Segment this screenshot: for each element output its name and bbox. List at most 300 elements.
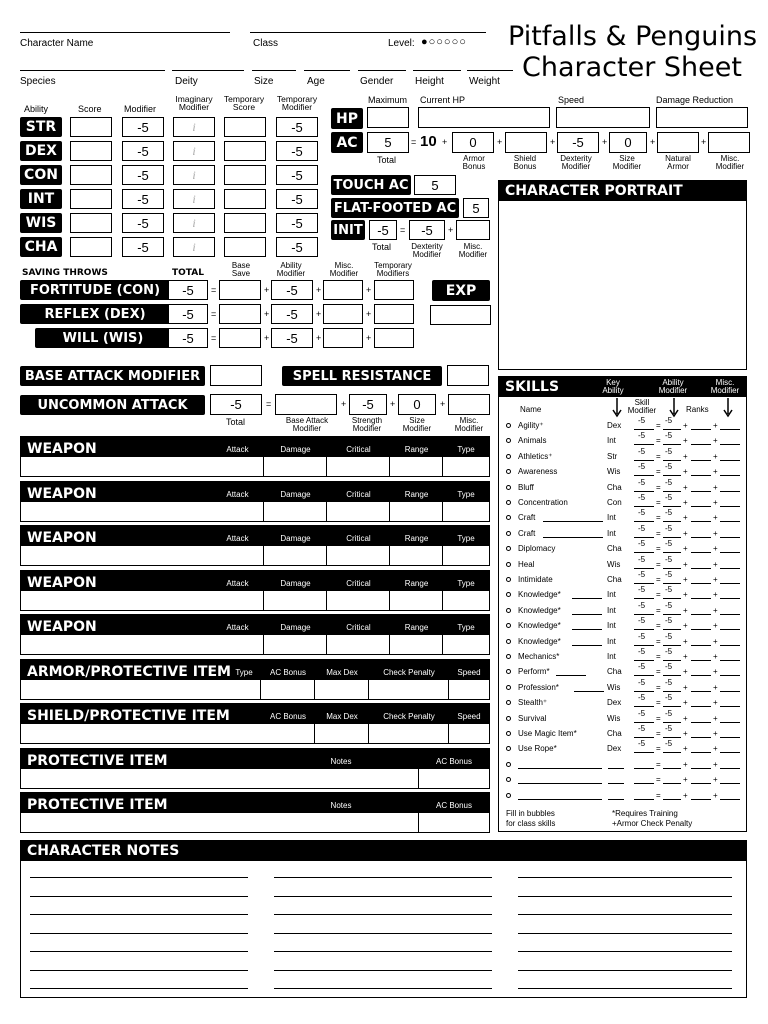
save-temp-1[interactable] [374, 304, 414, 324]
skill-class-bubble[interactable] [506, 469, 511, 474]
skill-custom-ability-line[interactable] [608, 799, 624, 800]
skill-total-line[interactable] [634, 629, 654, 630]
skill-ranks-line[interactable] [691, 506, 711, 507]
notes-line[interactable] [30, 914, 248, 915]
level-dots[interactable]: ●○○○○○ [421, 36, 467, 48]
skill-misc-line[interactable] [720, 645, 740, 646]
skill-abil-line[interactable] [663, 537, 681, 538]
ability-mod-3[interactable]: -5 [122, 189, 164, 209]
notes-line[interactable] [518, 970, 732, 971]
skill-class-bubble[interactable] [506, 592, 511, 597]
skill-class-bubble[interactable] [506, 577, 511, 582]
save-ability-2[interactable]: -5 [271, 328, 313, 348]
skill-plus1: + [683, 713, 688, 723]
portrait-section[interactable] [498, 180, 747, 370]
skill-plus1: + [683, 513, 688, 523]
skill-abil-value: -5 [665, 708, 673, 718]
skill-abil-line[interactable] [663, 629, 681, 630]
skill-ranks-line[interactable] [691, 568, 711, 569]
skill-custom-name-line[interactable] [518, 768, 602, 769]
skill-misc-line[interactable] [720, 491, 740, 492]
skill-abil-line[interactable] [663, 583, 681, 584]
skill-abil-value: -5 [665, 647, 673, 656]
skill-class-bubble[interactable] [506, 700, 511, 705]
skill-total-line[interactable] [634, 691, 654, 692]
skill-specialty-line[interactable] [572, 598, 602, 599]
init-total-box[interactable]: -5 [369, 220, 397, 240]
hp-current-box[interactable] [418, 107, 550, 128]
skill-abil-line[interactable] [663, 568, 681, 569]
skill-total-line[interactable] [634, 660, 654, 661]
skill-class-bubble[interactable] [506, 454, 511, 459]
skill-abil-line[interactable] [663, 614, 681, 615]
skill-abil-line[interactable] [663, 521, 681, 522]
skill-ranks-line[interactable] [691, 429, 711, 430]
skill-total-line[interactable] [634, 475, 654, 476]
gender-line[interactable] [358, 70, 406, 71]
skill-ranks-line[interactable] [691, 521, 711, 522]
skill-class-bubble[interactable] [506, 623, 511, 628]
notes-line[interactable] [30, 970, 248, 971]
notes-line[interactable] [274, 970, 492, 971]
notes-line[interactable] [518, 877, 732, 878]
height-line[interactable] [413, 70, 461, 71]
skill-row[interactable] [498, 647, 768, 666]
uncommon-bam-box[interactable] [275, 394, 337, 415]
ability-mod-4[interactable]: -5 [122, 213, 164, 233]
skill-misc-line[interactable] [720, 706, 740, 707]
skill-class-bubble[interactable] [506, 716, 511, 721]
skill-abil-line[interactable] [663, 552, 681, 553]
ability-tmod-0[interactable]: -5 [276, 117, 318, 137]
skill-row[interactable] [498, 662, 768, 681]
ability-tscore-2[interactable] [224, 165, 266, 185]
size-line[interactable] [252, 70, 296, 71]
ability-imag-1[interactable]: i [173, 141, 215, 161]
skill-total-line[interactable] [634, 568, 654, 569]
skill-misc-line[interactable] [720, 460, 740, 461]
weapon-section-2[interactable] [20, 525, 490, 566]
skill-misc-line[interactable] [720, 552, 740, 553]
skill-row[interactable] [498, 493, 768, 512]
skill-row[interactable] [498, 477, 768, 497]
skills-arrows [498, 396, 747, 420]
skill-total-line[interactable] [634, 521, 654, 522]
notes-section[interactable] [20, 840, 747, 998]
skill-misc-line[interactable] [720, 660, 740, 661]
skill-total-line[interactable] [634, 552, 654, 553]
ability-tmod-1[interactable]: -5 [276, 141, 318, 161]
skill-total-line[interactable] [634, 722, 654, 723]
skill-class-bubble[interactable] [506, 793, 511, 798]
skill-class-bubble[interactable] [506, 485, 511, 490]
uncommon-size-box[interactable]: 0 [398, 394, 436, 415]
save-temp-0[interactable] [374, 280, 414, 300]
skill-row[interactable] [498, 554, 768, 574]
ability-score-0[interactable] [70, 117, 112, 137]
ability-imag-2[interactable]: i [173, 165, 215, 185]
skill-row[interactable] [498, 539, 768, 558]
skill-total-line[interactable] [634, 583, 654, 584]
notes-line[interactable] [274, 914, 492, 915]
skill-ranks-line[interactable] [691, 799, 711, 800]
skill-ranks-line[interactable] [691, 537, 711, 538]
skill-misc-line[interactable] [720, 568, 740, 569]
skill-misc-line[interactable] [720, 521, 740, 522]
skill-class-bubble[interactable] [506, 669, 511, 674]
skill-specialty-line[interactable] [574, 691, 604, 692]
skill-abil-line[interactable] [663, 691, 681, 692]
ability-mod-1[interactable]: -5 [122, 141, 164, 161]
skill-abil-line[interactable] [663, 475, 681, 476]
skill-class-bubble[interactable] [506, 777, 511, 782]
skill-eq: = [656, 729, 661, 738]
skill-row[interactable] [498, 677, 768, 697]
uncommon-total-box[interactable]: -5 [210, 394, 262, 415]
weapon-section-3[interactable] [20, 570, 490, 611]
speed-box[interactable] [556, 107, 650, 128]
weapon-section-0[interactable] [20, 436, 490, 477]
skill-misc-line[interactable] [720, 722, 740, 723]
save-base-2[interactable] [219, 328, 261, 348]
skill-total-line[interactable] [634, 491, 654, 492]
notes-line[interactable] [274, 877, 492, 878]
skill-class-bubble[interactable] [506, 639, 511, 644]
skill-abil-line[interactable] [663, 799, 681, 800]
skill-ranks-line[interactable] [691, 783, 711, 784]
skill-misc-line[interactable] [720, 475, 740, 476]
ability-score-1[interactable] [70, 141, 112, 161]
skill-row[interactable] [498, 790, 768, 805]
weight-line[interactable] [467, 70, 513, 71]
ability-imag-3[interactable]: i [173, 189, 215, 209]
skill-ranks-line[interactable] [691, 768, 711, 769]
skill-ranks-line[interactable] [691, 722, 711, 723]
age-line[interactable] [304, 70, 350, 71]
exp-box[interactable] [430, 305, 491, 325]
ac-total-box[interactable]: 5 [367, 132, 409, 153]
species-line[interactable] [20, 70, 165, 71]
ability-mod-5[interactable]: -5 [122, 237, 164, 257]
notes-line[interactable] [30, 951, 248, 952]
skill-ranks-line[interactable] [691, 629, 711, 630]
save-total-1[interactable]: -5 [168, 304, 208, 324]
skill-abil-line[interactable] [663, 752, 681, 753]
skill-misc-line[interactable] [720, 429, 740, 430]
skill-total-line[interactable] [634, 737, 654, 738]
skill-class-bubble[interactable] [506, 762, 511, 767]
notes-line[interactable] [518, 951, 732, 952]
skill-abil-line[interactable] [663, 722, 681, 723]
skill-mod-value: -5 [638, 508, 646, 518]
character-name-line[interactable] [20, 32, 230, 33]
ac-tag: AC [331, 132, 363, 153]
skill-misc-line[interactable] [720, 783, 740, 784]
dr-label: Damage Reduction [656, 95, 734, 105]
skill-total-line[interactable] [634, 506, 654, 507]
skill-ranks-line[interactable] [691, 706, 711, 707]
skill-ranks-line[interactable] [691, 475, 711, 476]
skill-specialty-line[interactable] [556, 675, 586, 676]
skill-misc-line[interactable] [720, 629, 740, 630]
deity-line[interactable] [172, 70, 244, 71]
skill-misc-line[interactable] [720, 768, 740, 769]
skill-row[interactable] [498, 774, 768, 789]
skill-name: Concentration [518, 498, 568, 507]
skill-total-line[interactable] [634, 799, 654, 800]
skill-specialty-line[interactable] [572, 629, 602, 630]
ability-tmod-4[interactable]: -5 [276, 213, 318, 233]
ability-imag-4[interactable]: i [173, 213, 215, 233]
save-misc-2[interactable] [323, 328, 363, 348]
ability-tscore-5[interactable] [224, 237, 266, 257]
skill-class-bubble[interactable] [506, 515, 511, 520]
skill-row[interactable] [498, 600, 768, 620]
ability-score-2[interactable] [70, 165, 112, 185]
skill-abil-line[interactable] [663, 737, 681, 738]
skill-abil-line[interactable] [663, 460, 681, 461]
class-line[interactable] [250, 32, 486, 33]
uncommon-misc-box[interactable] [448, 394, 490, 415]
skill-class-bubble[interactable] [506, 531, 511, 536]
skill-ranks-line[interactable] [691, 675, 711, 676]
skill-custom-name-line[interactable] [518, 783, 602, 784]
skill-misc-line[interactable] [720, 614, 740, 615]
skill-abil-line[interactable] [663, 444, 681, 445]
ability-mod-0[interactable]: -5 [122, 117, 164, 137]
weapon-section-3-col-3: Range [404, 578, 429, 588]
skill-class-bubble[interactable] [506, 746, 511, 751]
skill-row[interactable] [498, 724, 768, 743]
skill-total-line[interactable] [634, 460, 654, 461]
ability-imag-5[interactable]: i [173, 237, 215, 257]
skill-class-bubble[interactable] [506, 685, 511, 690]
unc-plus2: + [390, 399, 396, 409]
weapon-section-4-cell-sep-4 [442, 635, 443, 654]
skill-specialty-line[interactable] [543, 537, 603, 538]
skill-class-bubble[interactable] [506, 546, 511, 551]
save-total-2[interactable]: -5 [168, 328, 208, 348]
ability-tscore-0[interactable] [224, 117, 266, 137]
skill-total-line[interactable] [634, 783, 654, 784]
skill-row[interactable] [498, 462, 768, 481]
skill-total-line[interactable] [634, 675, 654, 676]
ability-tscore-3[interactable] [224, 189, 266, 209]
skill-ranks-line[interactable] [691, 645, 711, 646]
skill-abil-line[interactable] [663, 768, 681, 769]
bam-box[interactable] [210, 365, 262, 386]
skill-misc-line[interactable] [720, 691, 740, 692]
ability-score-4[interactable] [70, 213, 112, 233]
ability-tmod-2[interactable]: -5 [276, 165, 318, 185]
skill-row[interactable] [498, 508, 768, 527]
ac-misc-box[interactable] [708, 132, 750, 153]
weapon-section-1[interactable] [20, 481, 490, 522]
notes-line[interactable] [518, 896, 732, 897]
skill-abil-value: -5 [665, 662, 673, 672]
skill-misc-line[interactable] [720, 444, 740, 445]
shield-section-title: SHIELD/PROTECTIVE ITEM [27, 708, 230, 724]
skill-specialty-line[interactable] [572, 614, 602, 615]
weapon-section-3-title: WEAPON [27, 574, 97, 591]
ability-tscore-1[interactable] [224, 141, 266, 161]
hp-maximum-box[interactable] [367, 107, 409, 128]
skill-eq: = [656, 652, 661, 661]
skill-row[interactable] [498, 739, 768, 758]
skill-specialty-line[interactable] [572, 645, 602, 646]
skill-total-line[interactable] [634, 706, 654, 707]
notes-line[interactable] [518, 988, 732, 989]
dr-box[interactable] [656, 107, 748, 128]
skill-misc-line[interactable] [720, 675, 740, 676]
notes-line[interactable] [30, 877, 248, 878]
skill-total-line[interactable] [634, 768, 654, 769]
skill-row[interactable] [498, 585, 768, 604]
skill-class-bubble[interactable] [506, 423, 511, 428]
ability-score-5[interactable] [70, 237, 112, 257]
skill-class-bubble[interactable] [506, 608, 511, 613]
notes-line[interactable] [274, 933, 492, 934]
skill-abil-line[interactable] [663, 506, 681, 507]
notes-line[interactable] [274, 896, 492, 897]
ac-size-box[interactable]: 0 [609, 132, 647, 153]
skill-abil-line[interactable] [663, 706, 681, 707]
save-ability-0[interactable]: -5 [271, 280, 313, 300]
save-total-0[interactable]: -5 [168, 280, 208, 300]
skill-misc-line[interactable] [720, 506, 740, 507]
skill-ranks-line[interactable] [691, 583, 711, 584]
skill-total-line[interactable] [634, 645, 654, 646]
skill-custom-ability-line[interactable] [608, 783, 624, 784]
notes-line[interactable] [30, 933, 248, 934]
ability-tag-2: CON [20, 165, 62, 185]
ability-imag-0[interactable]: i [173, 117, 215, 137]
skill-row[interactable] [498, 446, 768, 466]
skill-ranks-line[interactable] [691, 752, 711, 753]
notes-line[interactable] [274, 951, 492, 952]
skill-ranks-line[interactable] [691, 552, 711, 553]
notes-line[interactable] [30, 988, 248, 989]
weapon-section-0-title: WEAPON [27, 441, 97, 457]
skill-class-bubble[interactable] [506, 731, 511, 736]
skill-row[interactable] [498, 416, 768, 435]
skill-ranks-line[interactable] [691, 614, 711, 615]
ac-dex-box[interactable]: -5 [557, 132, 599, 153]
flat-ac-box[interactable]: 5 [463, 198, 489, 218]
skill-misc-line[interactable] [720, 583, 740, 584]
skill-total-line[interactable] [634, 537, 654, 538]
ac-natural-box[interactable] [657, 132, 699, 153]
skill-misc-line[interactable] [720, 752, 740, 753]
skill-misc-line[interactable] [720, 598, 740, 599]
ac-shield-box[interactable] [505, 132, 547, 153]
skill-row[interactable] [498, 708, 768, 728]
save-misc-0[interactable] [323, 280, 363, 300]
skill-ranks-line[interactable] [691, 444, 711, 445]
init-misc-box[interactable] [456, 220, 490, 240]
save-misc-1[interactable] [323, 304, 363, 324]
touch-ac-box[interactable]: 5 [414, 175, 456, 195]
skill-ranks-line[interactable] [691, 598, 711, 599]
save-temp-2[interactable] [374, 328, 414, 348]
notes-line[interactable] [274, 988, 492, 989]
skill-mod-value: -5 [638, 616, 646, 626]
skill-abil-line[interactable] [663, 645, 681, 646]
skill-class-bubble[interactable] [506, 654, 511, 659]
skill-specialty-line[interactable] [543, 521, 603, 522]
skill-class-bubble[interactable] [506, 438, 511, 443]
skill-total-line[interactable] [634, 614, 654, 615]
skill-abil-line[interactable] [663, 783, 681, 784]
ability-tmod-3[interactable]: -5 [276, 189, 318, 209]
skill-custom-ability-line[interactable] [608, 768, 624, 769]
notes-line[interactable] [518, 914, 732, 915]
init-dex-box[interactable]: -5 [409, 220, 445, 240]
skill-custom-name-line[interactable] [518, 799, 602, 800]
ability-score-3[interactable] [70, 189, 112, 209]
skill-class-bubble[interactable] [506, 500, 511, 505]
skill-abil-line[interactable] [663, 598, 681, 599]
skill-row[interactable] [498, 693, 768, 712]
skill-misc-line[interactable] [720, 799, 740, 800]
skill-row[interactable] [498, 570, 768, 589]
ability-tscore-4[interactable] [224, 213, 266, 233]
skill-misc-line[interactable] [720, 737, 740, 738]
skill-ranks-line[interactable] [691, 737, 711, 738]
uncommon-str-box[interactable]: -5 [349, 394, 387, 415]
skill-row[interactable] [498, 523, 768, 543]
skill-abil-line[interactable] [663, 491, 681, 492]
sr-box[interactable] [447, 365, 489, 386]
skill-abil-line[interactable] [663, 429, 681, 430]
skill-misc-line[interactable] [720, 537, 740, 538]
skill-ranks-line[interactable] [691, 460, 711, 461]
skill-total-line[interactable] [634, 752, 654, 753]
skill-row[interactable] [498, 616, 768, 635]
skill-abil-line[interactable] [663, 660, 681, 661]
weapon-section-4[interactable] [20, 614, 490, 655]
notes-line[interactable] [30, 896, 248, 897]
shield-section[interactable] [20, 703, 490, 744]
skill-row[interactable] [498, 759, 768, 774]
protective-section-1[interactable] [20, 792, 490, 833]
save-base-0[interactable] [219, 280, 261, 300]
skill-row[interactable] [498, 431, 768, 450]
weapon-section-3-col-1: Damage [280, 578, 311, 588]
skill-row[interactable] [498, 631, 768, 651]
skill-class-bubble[interactable] [506, 562, 511, 567]
skill-total-line[interactable] [634, 444, 654, 445]
skill-abil-line[interactable] [663, 675, 681, 676]
skill-mod-value: -5 [638, 739, 646, 749]
unc-plus1: + [341, 399, 347, 409]
save-base-1[interactable] [219, 304, 261, 324]
protective-section-0[interactable] [20, 748, 490, 789]
ability-tmod-5[interactable]: -5 [276, 237, 318, 257]
save-ability-1[interactable]: -5 [271, 304, 313, 324]
skill-total-line[interactable] [634, 598, 654, 599]
ability-mod-2[interactable]: -5 [122, 165, 164, 185]
skill-key-ability: Dex [607, 744, 622, 754]
ac-armor-box[interactable]: 0 [452, 132, 494, 153]
skill-ranks-line[interactable] [691, 491, 711, 492]
skill-total-line[interactable] [634, 429, 654, 430]
uncommon-total-label: Total [226, 417, 246, 427]
skill-ranks-line[interactable] [691, 660, 711, 661]
skill-ranks-line[interactable] [691, 691, 711, 692]
notes-line[interactable] [518, 933, 732, 934]
armor-section[interactable] [20, 659, 490, 700]
